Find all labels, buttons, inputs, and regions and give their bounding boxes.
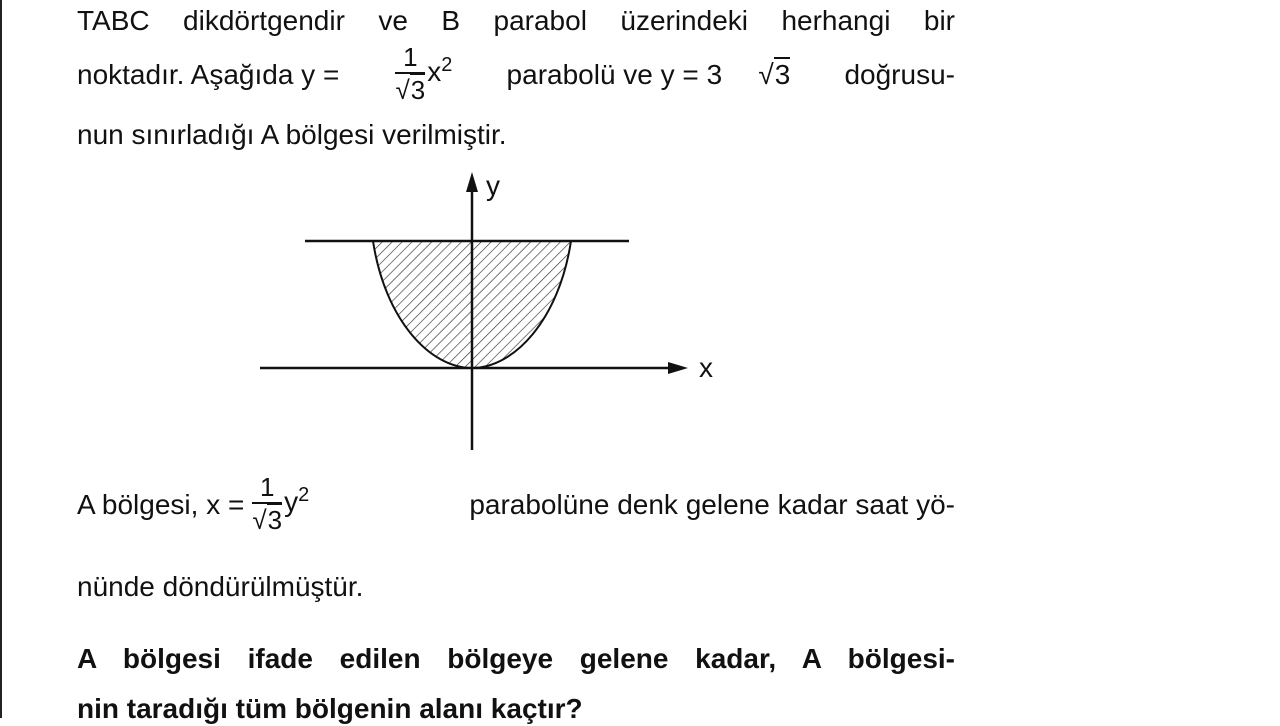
sqrt-three-radicand: 3 [774, 58, 791, 90]
sqrt-symbol-2: √3 [252, 505, 283, 535]
sqrt-radicand-2: 3 [267, 505, 283, 535]
fraction-numerator-2: 1 [252, 474, 282, 504]
exponent-2: 2 [298, 484, 310, 507]
x-axis-arrow-icon [668, 362, 688, 374]
shaded-region-a [360, 235, 590, 375]
question-line-2-text: nin taradığı tüm bölgenin alanı kaçtır? [77, 693, 583, 724]
rotation-line-2-text: nünde döndürülmüştür. [77, 571, 364, 602]
sqrt-three: √3 [758, 58, 791, 90]
variable-y: y [284, 485, 299, 517]
question-line-2 [77, 692, 955, 726]
paragraph-rotation-line-2 [77, 570, 955, 604]
exponent: 2 [441, 54, 453, 77]
intro-line-2-middle: parabolü ve y = 3 [506, 58, 723, 90]
intro-line-3-text: nun sınırladığı A bölgesi verilmiştir. [77, 119, 507, 150]
question-line-1 [77, 642, 955, 676]
intro-line-2-suffix: doğrusu- [844, 58, 955, 90]
fraction-one-over-root-three-2 [252, 474, 282, 535]
x-axis-label: x [699, 352, 713, 383]
rotation-line-1-left [77, 474, 309, 535]
fraction-numerator: 1 [395, 44, 425, 74]
question-line-1-text: A bölgesi ifade edilen bölgeye gelene kadar, A bölgesi- [77, 643, 955, 674]
rotation-line-1-prefix: A bölgesi, x = [77, 488, 245, 520]
variable-x: x [427, 55, 442, 87]
intro-line-1-text: TABC dikdörtgendir ve B parabol üzerindeki herhangi bir [77, 5, 955, 36]
sqrt-symbol: √3 [395, 75, 426, 105]
y-axis-arrow-icon [466, 172, 478, 192]
rotation-line-1-suffix: parabolüne denk gelene kadar saat yö- [469, 488, 955, 520]
rotation-line-1 [77, 474, 955, 535]
fraction-denominator-2 [252, 504, 282, 535]
sqrt-radicand: 3 [410, 75, 426, 105]
paragraph-rotation-line-1 [77, 474, 955, 535]
intro-line-2-prefix: noktadır. Aşağıda y = [77, 58, 340, 90]
y-axis-label: y [486, 170, 500, 201]
